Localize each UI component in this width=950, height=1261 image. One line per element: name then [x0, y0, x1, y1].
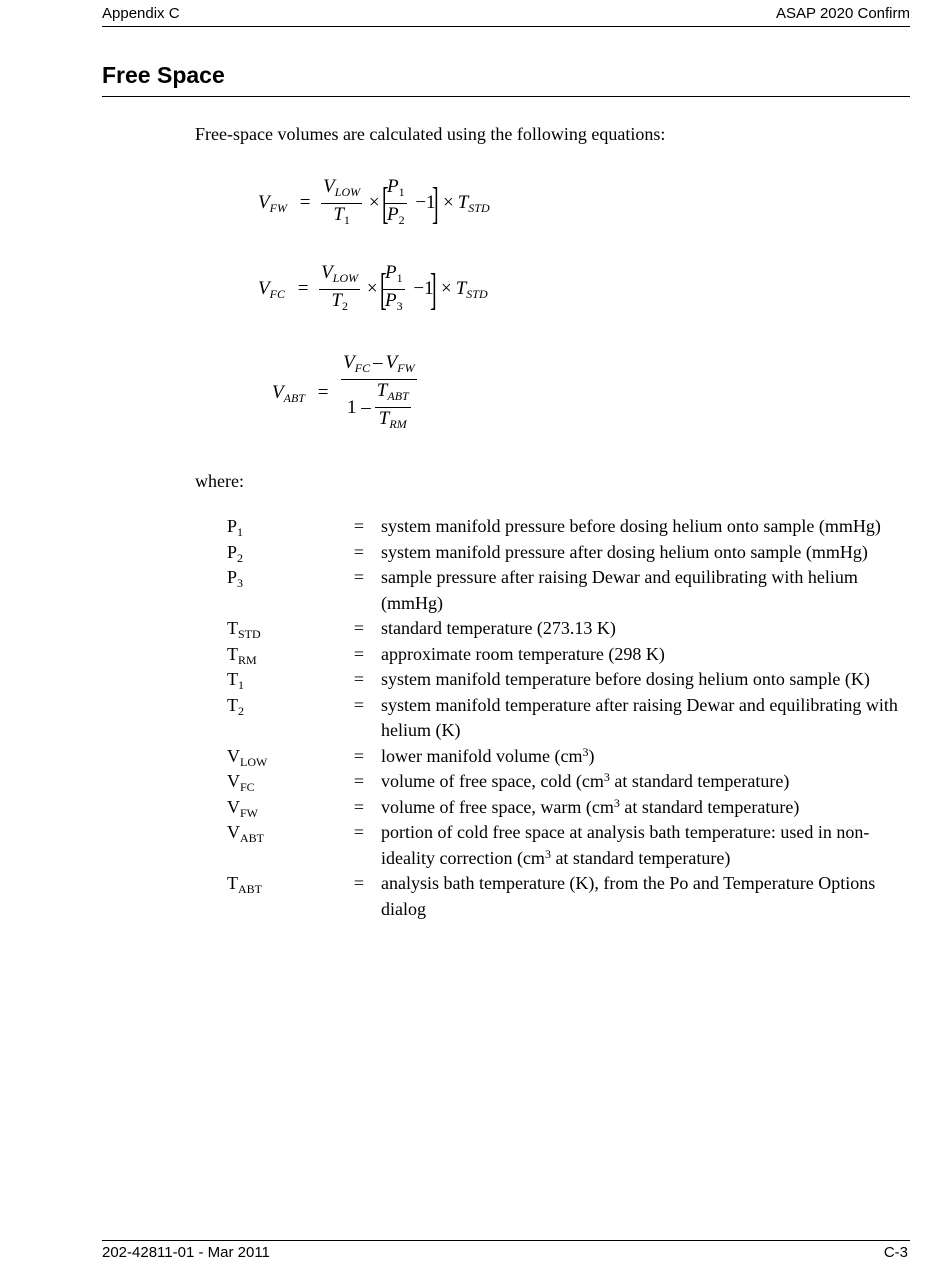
definition-symbol: $T_1$: [227, 669, 244, 692]
definition-row: [227, 667, 917, 693]
definition-symbol: $P_2$: [227, 541, 244, 565]
definitions-list: [227, 514, 917, 922]
page-header: [102, 4, 910, 27]
definition-description: system manifold pressure before dosing helium onto sample (mmHg): [381, 516, 881, 536]
definition-equals: =: [353, 873, 365, 893]
definition-symbol: $V_{LOW}$: [227, 745, 268, 769]
definition-row: [227, 744, 917, 770]
definition-equals: =: [353, 822, 365, 842]
definition-symbol: $T_{STD}$: [227, 618, 261, 641]
definition-symbol: $P_1$: [227, 516, 244, 539]
definition-row: [227, 795, 917, 821]
definition-symbol: $V_{FC}$: [227, 771, 255, 794]
definition-description: volume of free space, warm ($cm^3$ at standard temperature): [381, 795, 800, 817]
header-document-title: ASAP 2020 Confirm: [776, 5, 910, 22]
definition-symbol: $T_2$: [227, 694, 244, 718]
definition-description: approximate room temperature (298 K): [381, 643, 665, 664]
definition-row: [227, 820, 917, 871]
definition-equals: =: [353, 618, 365, 638]
definition-equals: =: [353, 516, 365, 536]
page-footer: [102, 1240, 910, 1261]
definition-row: [227, 616, 917, 642]
definition-description: standard temperature (273.13 K): [381, 618, 616, 638]
footer-doc-number: 202-42811-01 - Mar 2011: [102, 1244, 270, 1261]
page-title: Free Space: [102, 62, 910, 97]
definition-description: system manifold temperature before dosing helium onto sample (K): [381, 669, 870, 689]
definition-symbol: $V_{ABT}$: [227, 822, 264, 845]
footer-page-number: C-3: [883, 1244, 908, 1261]
definition-description: system manifold pressure after dosing helium onto sample (mmHg): [381, 541, 868, 562]
definition-row: [227, 514, 917, 540]
definition-description: lower manifold volume $(cm^3)$: [381, 744, 595, 766]
definition-equals: =: [353, 694, 365, 715]
definition-description: portion of cold free space at analysis bath temperature: used in non-ideality correction ($cm^3$ at standard temperature): [381, 822, 870, 868]
definition-description: sample pressure after raising Dewar and equilibrating with helium (mmHg): [381, 567, 858, 613]
where-label: where:: [195, 471, 244, 491]
definition-equals: =: [353, 567, 365, 587]
definition-symbol: $V_{FW}$: [227, 796, 258, 820]
definition-row: [227, 565, 917, 616]
definition-equals: =: [353, 771, 365, 791]
definition-equals: =: [353, 541, 365, 562]
definition-symbol: $P_3$: [227, 567, 244, 590]
definition-equals: =: [353, 745, 365, 766]
definition-description: system manifold temperature after raising Dewar and equilibrating with helium (K): [381, 694, 898, 740]
equation-vabt: $V_{ABT}$ = $V_{FC} - V_{FW}$ 1 – $\frac{T_{ABT}}{T_{RM}}$: [272, 352, 415, 431]
definition-row: [227, 693, 917, 744]
intro-text: Free-space volumes are calculated using the following equations:: [195, 124, 666, 144]
equation-vfc: $V_{FC}$ = $\frac{V_{LOW}}{T_2}$ × [ $\frac{P_1}{P_3}$ $-1] \times T_{STD}$: [258, 262, 488, 314]
definition-row: [227, 642, 917, 668]
definition-row: [227, 769, 917, 795]
definition-symbol: $T_{RM}$: [227, 643, 257, 667]
definition-description: volume of free space, cold ($cm^3$ at standard temperature): [381, 770, 790, 791]
header-section: Appendix C: [102, 5, 180, 22]
definition-row: [227, 540, 917, 566]
definition-row: [227, 871, 917, 922]
equation-vfw: $V_{FW}$ = $\frac{V_{LOW}}{T_1}$ × [ $\frac{P_1}{P_2}$ $-1] \times T_{STD}$: [258, 176, 490, 228]
definition-description: analysis bath temperature (K), from the Po and Temperature Options dialog: [381, 873, 876, 919]
definition-equals: =: [353, 643, 365, 664]
definition-symbol: $T_{ABT}$: [227, 873, 262, 896]
definition-equals: =: [353, 796, 365, 817]
definition-equals: =: [353, 669, 365, 689]
